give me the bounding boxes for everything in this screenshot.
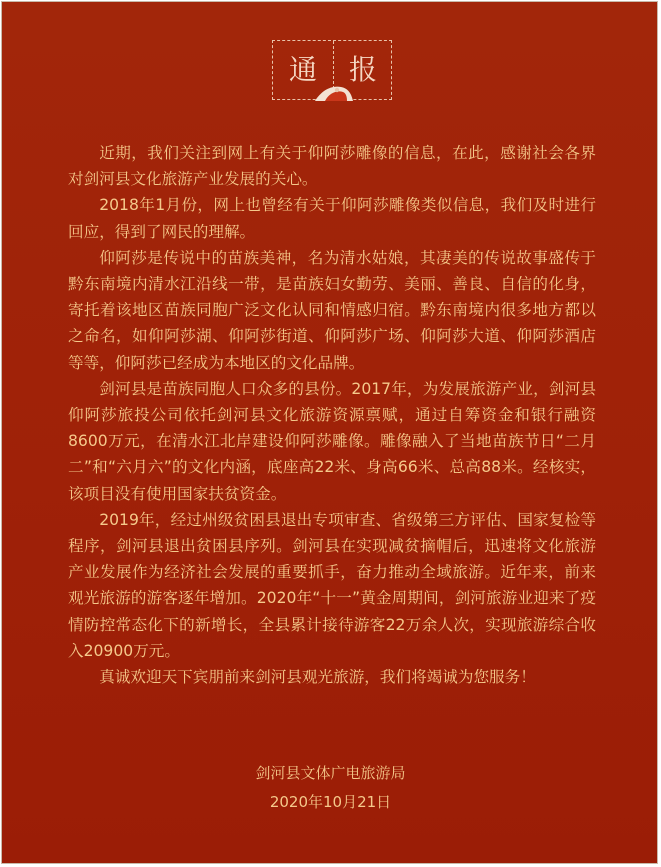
paragraph-3: 仰阿莎是传说中的苗族美神，名为清水姑娘，其凄美的传说故事盛传于黔东南境内清水江沿线一带，是苗族妇女勤劳、美丽、善良、自信的化身，寄托着该地区苗族同胞广泛文化认同和情感归宿。黔东南境内很多地方都以之命名，如仰阿莎湖、仰阿莎街道、仰阿莎广场、仰阿莎大道、仰阿莎酒店等等，仰阿莎已经成为本地区的文化品牌。	[68, 248, 596, 372]
signature-date: 2020年10月21日	[269, 793, 392, 811]
paragraph-2: 2018年1月份，网上也曾经有关于仰阿莎雕像类似信息，我们及时进行回应，得到了网民的理解。	[68, 196, 596, 241]
title-char-right: 报	[348, 53, 377, 86]
notice-page	[1, 1, 658, 864]
paragraph-5: 2019年，经过州级贫困县退出专项审查、省级第三方评估、国家复检等程序，剑河县退出贫困县序列。剑河县在实现减贫摘帽后，迅速将文化旅游产业发展作为经济社会发展的重要抓手，奋力推动全域旅游。近年来，前来观光旅游的游客逐年增加。2020年“十一”黄金周期间，剑河旅游业迎来了疫情防控常态化下的新增长，全县累计接待游客22万余人次，实现旅游综合收入20900万元。	[68, 510, 596, 660]
title-char-left: 通	[288, 53, 317, 86]
paragraph-1: 近期，我们关注到网上有关于仰阿莎雕像的信息，在此，感谢社会各界对剑河县文化旅游产业发展的关心。	[68, 144, 596, 189]
paragraph-6: 真诚欢迎天下宾朋前来剑河县观光旅游，我们将竭诚为您服务！	[99, 668, 536, 687]
notice-body	[68, 140, 596, 690]
notice-title-box	[272, 40, 392, 100]
paragraph-4: 剑河县是苗族同胞人口众多的县份。2017年，为发展旅游产业，剑河县仰阿莎旅投公司依托剑河县文化旅游资源禀赋，通过自筹资金和银行融资8600万元，在清水江北岸建设仰阿莎雕像。雕像融入了当地苗族节日“二月二”和“六月六”的文化内涵，底座高22米、身高66米、总高88米。经核实，该项目没有使用国家扶贫资金。	[68, 379, 596, 503]
signature-org: 剑河县文体广电旅游局	[255, 764, 406, 782]
brush-stroke-icon	[313, 83, 357, 101]
